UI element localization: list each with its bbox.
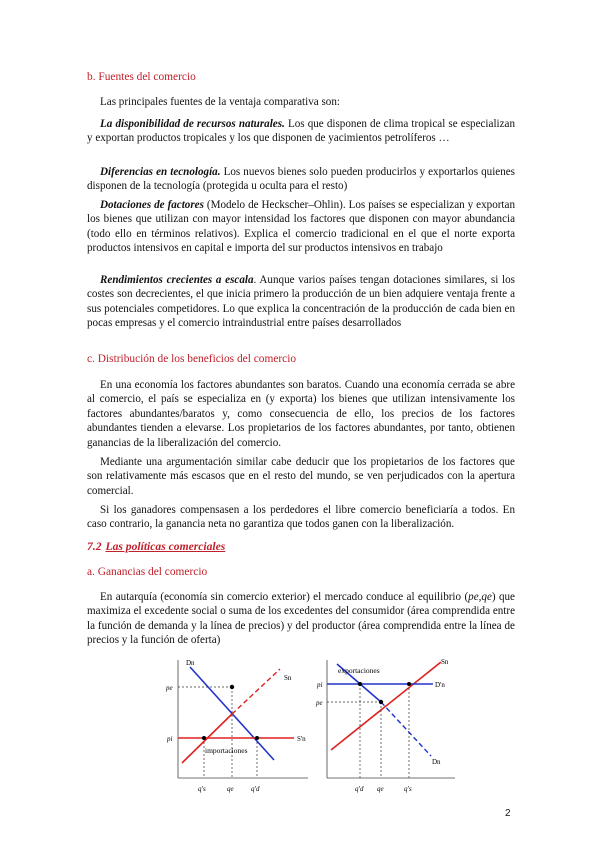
pe-label: pe bbox=[316, 699, 323, 707]
paragraph-factores: En una economía los factores abundantes son baratos. Cuando una economía cerrada se abre al comercio, el país se especializa en (y exporta) los bienes que utilizan intensivamente los factores abundantes/baratos y, como consecuencia de ello, los precios de los factores abundantes tienden a elevarse. Los propietarios de los factores abundantes, por tanto, obtienen ganancias de la liberalización del comercio. bbox=[87, 379, 515, 449]
equilibrium-point bbox=[379, 700, 383, 704]
heading-fuentes: b. Fuentes del comercio bbox=[87, 71, 196, 83]
pi-label: pi bbox=[167, 735, 173, 743]
term-tecnologia: Diferencias en tecnología. bbox=[100, 166, 221, 178]
paragraph-escasos: Mediante una argumentación similar cabe deducir que los propietarios de los factores que son relativamente más escasos que en el resto del mundo, se ven perjudicados con la apertura comercial. bbox=[87, 456, 515, 497]
exports-chart bbox=[315, 652, 465, 797]
supply-label: Sn bbox=[441, 658, 449, 666]
area-label: importaciones bbox=[205, 746, 248, 755]
paragraph-autarquia: En autarquía (economía sin comercio exterior) el mercado conduce al equilibrio (pe,qe) que maximiza el excedente social o suma de los excedentes del consumidor (área comprendida entre la función de demanda y la línea de precios) y del productor (área comprendida entre la línea de precios y la función de oferta) bbox=[87, 591, 515, 647]
paragraph-recursos: La disponibilidad de recursos naturales. Los que disponen de clima tropical se especializan y exportan productos tropicales y los que disponen de yacimientos petrolíferos … bbox=[87, 118, 515, 145]
supply-line bbox=[331, 662, 441, 750]
demand-label: Dn bbox=[186, 659, 195, 667]
heading-ganancias: a. Ganancias del comercio bbox=[87, 566, 208, 578]
paragraph-tecnologia: Diferencias en tecnología. Los nuevos bienes solo pueden producirlos y exportarlos quienes disponen de la tecnología (protegida u oculta para el resto) bbox=[87, 166, 516, 193]
area-label: exportaciones bbox=[338, 666, 380, 675]
term-rendimientos: Rendimientos crecientes a escala bbox=[100, 274, 254, 286]
term-recursos: La disponibilidad de recursos naturales. bbox=[100, 118, 285, 130]
qs-label: q's bbox=[198, 785, 206, 793]
equilibrium-point bbox=[230, 685, 234, 689]
qe-label: qe bbox=[227, 785, 234, 793]
paragraph-rendimientos: Rendimientos crecientes a escala. Aunque varios países tengan dotaciones similares, si los costes son decrecientes, el que inicia primero la producción de un bien adquiere ventaja frente a sus potenciales competidores. Lo que explica la concentración de la producción de cada bien en pocas empresas y el comercio intraindustrial entre países desarrollados bbox=[87, 274, 515, 330]
world-supply-label: S'n bbox=[297, 735, 306, 743]
paragraph-dotaciones: Dotaciones de factores (Modelo de Heckscher–Ohlin). Los países se especializan y exportan los bienes que utilizan con mayor intensidad los factores que disponen con mayor abundancia (todo ello en términos relativos). Explica el comercio tradicional en el que el norte exporta productos intensivos en capital e importa del sur productos intensivos en trabajo bbox=[87, 199, 515, 255]
demand-line-dashed bbox=[381, 702, 431, 756]
supply-line-dashed bbox=[232, 669, 280, 714]
supply-label: Sn bbox=[284, 674, 292, 682]
qs-label: q's bbox=[404, 785, 412, 793]
qd-label: q'd bbox=[251, 785, 260, 793]
term-dotaciones: Dotaciones de factores bbox=[100, 199, 204, 211]
imports-chart bbox=[160, 652, 320, 797]
heading-distribucion: c. Distribución de los beneficios del comercio bbox=[87, 353, 297, 365]
demand-label: Dn bbox=[432, 758, 441, 766]
section-heading: 7.2 Las políticas comerciales bbox=[87, 540, 226, 553]
supply-point bbox=[202, 736, 206, 740]
demand-point bbox=[255, 736, 259, 740]
supply-point bbox=[407, 682, 411, 686]
paragraph-ganadores: Si los ganadores compensasen a los perdedores el libre comercio beneficiaría a todos. En caso contrario, la ganancia neta no garantiza que todos ganen con la liberalización. bbox=[87, 504, 515, 531]
qe-label: qe bbox=[377, 785, 384, 793]
pi-label: pi bbox=[317, 681, 323, 689]
paragraph-intro: Las principales fuentes de la ventaja comparativa son: bbox=[100, 96, 340, 108]
world-demand-label: D'n bbox=[435, 681, 445, 689]
page-number: 2 bbox=[505, 808, 511, 819]
pe-label: pe bbox=[166, 684, 173, 692]
demand-point bbox=[358, 682, 362, 686]
qd-label: q'd bbox=[355, 785, 364, 793]
